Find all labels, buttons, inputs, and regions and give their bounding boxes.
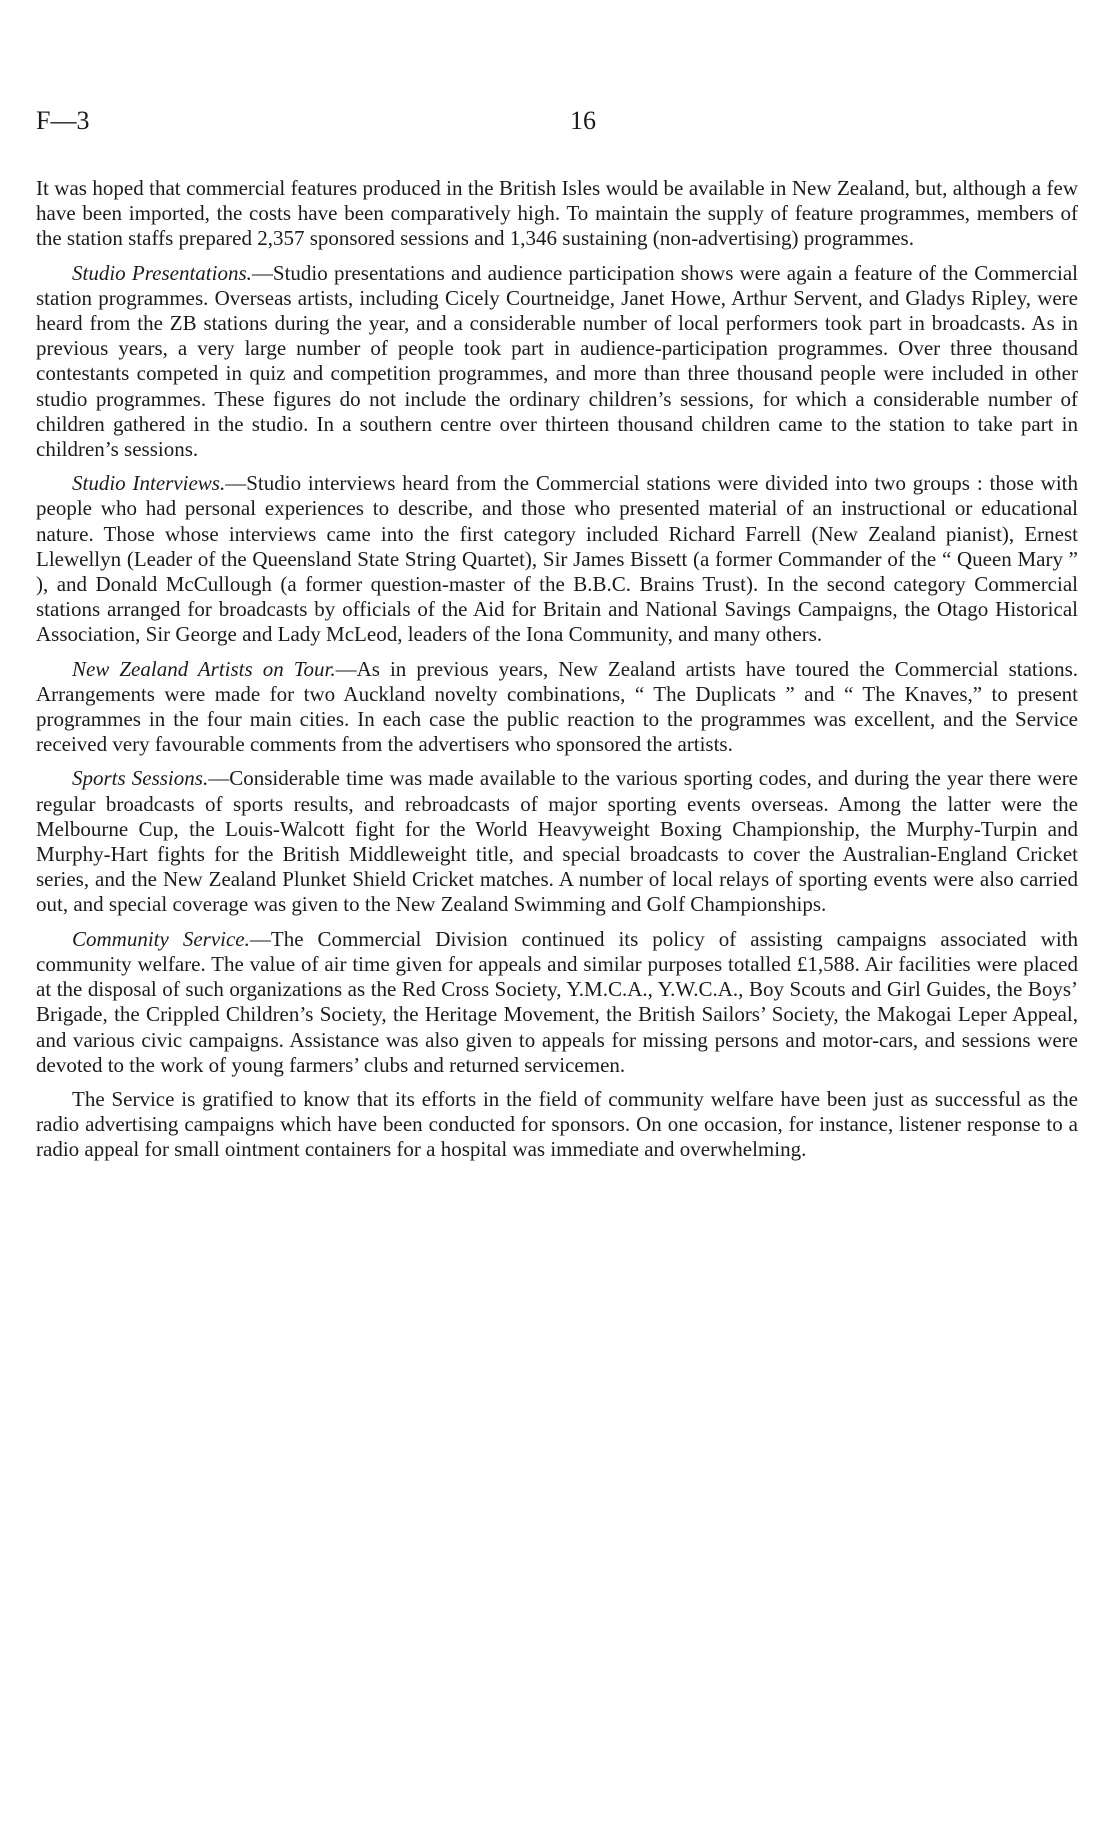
paragraph-text: —Considerable time was made available to the various sporting codes, and during the year there were regular broadcasts of sports results, and rebroadcasts of major sporting events overseas. Among the latter were the Melbourne Cup, the Louis-Walcott fight for the World Heavyweight Boxing Championship, the Murphy-Turpin and Murphy-Hart fights for the British Middleweight title, and special broadcasts to cover the Australian-England Cricket series, and the New Zealand Plunket Shield Cricket matches. A number of local relays of sporting events were also carried out, and special coverage was given to the New Zealand Swimming and Golf Championships. (36, 766, 1079, 917)
section-heading: Studio Presentations. (72, 260, 252, 285)
paragraph-text: —As in previous years, New Zealand artists have toured the Commercial stations. Arrangements were made for two Auckland novelty combinations, “ The Duplicats ” and “ The Knaves,” to present programmes in the four main cities. In each case the public reaction to the programmes was excellent, and the Service received very favourable comments from the advertisers who sponsored the artists. (36, 656, 1079, 757)
paragraph-closing (36, 1087, 1078, 1163)
page-number: 16 (570, 106, 596, 135)
section-heading: New Zealand Artists on Tour. (72, 656, 336, 681)
section-heading: Sports Sessions. (72, 766, 209, 791)
paragraph-artists-on-tour (36, 657, 1078, 758)
paragraph-studio-presentations (36, 261, 1078, 463)
paragraph-text: —Studio presentations and audience participation shows were again a feature of the Commercial station programmes. Overseas artists, including Cicely Courtneidge, Janet Howe, Arthur Servent, and Gladys Ripley, were heard from the ZB stations during the year, and a considerable number of local performers took part in broadcasts. As in previous years, a very large number of people took part in audience-participation programmes. Over three thousand contestants competed in quiz and competition programmes, and more than three thousand people were included in other studio programmes. These figures do not include the ordinary children’s sessions, for which a considerable number of children gathered in the studio. In a southern centre over thirteen thousand children came to the station to take part in children’s sessions. (36, 260, 1078, 462)
paragraph-text: —The Commercial Division continued its policy of assisting campaigns associated with community welfare. The value of air time given for appeals and similar purposes totalled £1,588. Air facilities were placed at the disposal of such organizations as the Red Cross Society, Y.M.C.A., Y.W.C.A., Boy Scouts and Girl Guides, the Boys’ Brigade, the Crippled Children’s Society, the Heritage Movement, the British Sailors’ Society, the Makogai Leper Appeal, and various civic campaigns. Assistance was also given to appeals for missing persons and motor-cars, and sessions were devoted to the work of young farmers’ clubs and returned servicemen. (36, 926, 1079, 1077)
section-heading: Studio Interviews. (72, 471, 226, 496)
paragraph-community-service (36, 927, 1078, 1078)
paragraph-studio-interviews (36, 471, 1078, 647)
paragraph-text: The Service is gratified to know that its efforts in the field of community welfare have been just as successful as the radio advertising campaigns which have been conducted for sponsors. On one occasion, for instance, listener response to a radio appeal for small ointment containers for a hospital was immediate and overwhelming. (36, 1086, 1078, 1162)
paragraph-text: It was hoped that commercial features produced in the British Isles would be available in New Zealand, but, although a few have been imported, the costs have been comparatively high. To maintain the supply of feature programmes, members of the station staffs prepared 2,357 sponsored sessions and 1,346 sustaining (non-advertising) programmes. (36, 176, 1078, 251)
paragraph-intro (36, 176, 1078, 252)
body-text (36, 176, 1078, 1172)
paragraph-text: —Studio interviews heard from the Commercial stations were divided into two groups : those with people who had personal experiences to describe, and those who presented material of an instructional or educational nature. Those whose interviews came into the first category included Richard Farrell (New Zealand pianist), Ernest Llewellyn (Leader of the Queensland State String Quartet), Sir James Bissett (a former Commander of the “ Queen Mary ” ), and Donald McCullough (a former question-master of the B.B.C. Brains Trust). In the second category Commercial stations arranged for broadcasts by officials of the Aid for Britain and National Savings Campaigns, the Otago Historical Association, Sir George and Lady McLeod, leaders of the Iona Community, and many others. (36, 471, 1078, 647)
page-header (36, 106, 1078, 142)
paragraph-sports-sessions (36, 766, 1078, 917)
section-heading: Community Service. (72, 926, 250, 951)
document-reference: F—3 (36, 106, 90, 135)
